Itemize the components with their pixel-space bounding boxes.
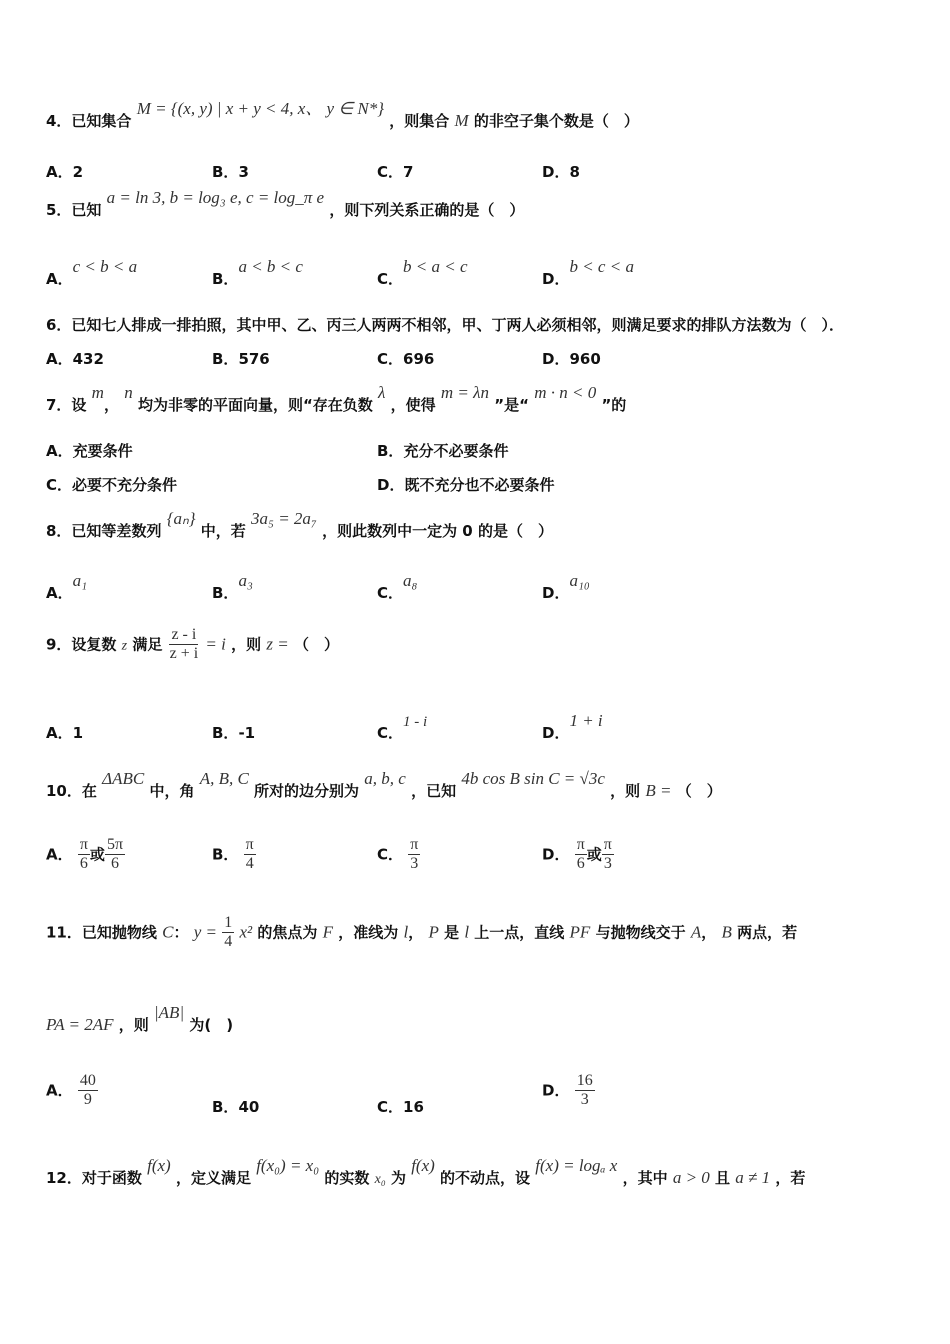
q11-line2-mid: ，则: [118, 1016, 149, 1034]
q9-numerator: z - i: [169, 626, 198, 645]
q12-fx2: f(x): [411, 1156, 435, 1175]
q11-p: P: [428, 922, 439, 942]
q10-tail: （ ）: [676, 782, 722, 800]
q11-mid: 的焦点为: [257, 923, 318, 942]
q11-tail: 两点，若: [737, 923, 798, 942]
q10-option-a: A． $\frac{\pi}{6}$ 或 $\frac{5\pi}{6}$: [46, 836, 124, 873]
q12-mid2: 的实数: [324, 1169, 370, 1187]
q4-option-c: C．7: [377, 163, 414, 181]
q5-expression: a = ln 3, b = log₃ e, c = log_π e: [106, 188, 325, 207]
q12-cond2: a ≠ 1: [735, 1168, 771, 1187]
q10-option-d: D． $\frac{\pi}{6}$ 或 $\frac{\pi}{3}$: [542, 836, 612, 873]
q9-mid: 满足: [132, 635, 163, 654]
q4-option-a: A．2: [46, 163, 84, 181]
q4-var: M: [454, 111, 469, 130]
q11-option-c: C．16: [377, 1098, 424, 1116]
question-5-stem: [46, 188, 525, 220]
q8-mid: 中，若: [200, 522, 246, 540]
q12-mid4: 的不动点，设: [440, 1169, 531, 1187]
question-6-stem: 6．已知七人排成一排拍照，其中甲、乙、丙三人两两不相邻，甲、丁两人必须相邻，则满足要求的排队方法数为（ ）．: [46, 316, 844, 334]
q12-x0: x₀: [374, 1172, 386, 1187]
q9-tail: （ ）: [293, 635, 339, 654]
q6-option-a: A．432: [46, 350, 104, 368]
q12-mid5: ，其中: [622, 1169, 668, 1187]
question-11-stem-line2: [46, 1003, 234, 1035]
q12-expr2: f(x) = logₐ x: [535, 1156, 618, 1175]
q9-z: z: [121, 638, 128, 654]
q9-z-eq: z =: [266, 634, 289, 654]
q9-option-d: D．1 + i: [542, 711, 603, 742]
q11-c: C: [162, 922, 174, 942]
q10-mid2: 所对的边分别为: [254, 782, 360, 800]
q11-l: l: [403, 922, 409, 942]
q11-b: B: [721, 922, 732, 942]
q8-label: 8．已知等差数列: [46, 522, 162, 540]
q4-option-b: B．3: [212, 163, 249, 181]
q10-triangle: ΔABC: [102, 769, 145, 788]
q11-mid2: ，准线为: [338, 923, 399, 942]
q11-mid4: 上一点，直线: [474, 923, 565, 942]
q10-b-eq: B =: [645, 781, 672, 800]
q8-option-d: D．a₁₀: [542, 571, 590, 602]
q9-denominator: z + i: [169, 645, 199, 663]
q11-line2-tail: 为( ): [189, 1016, 234, 1034]
q10-mid4: ，则: [610, 782, 641, 800]
q11-a: A: [690, 922, 702, 942]
q7-mid2: ，使得: [390, 396, 436, 414]
q10-mid3: ，已知: [411, 782, 457, 800]
q9-option-b: B．-1: [212, 724, 256, 742]
q11-option-b: B．40: [212, 1098, 260, 1116]
q4-tail2: 的非空子集个数是（ ）: [473, 112, 639, 130]
question-7-stem: 7．设 m， n 均为非零的平面向量，则“存在负数 λ ，使得 m = λn ”是“ m · n < 0 ”的: [46, 383, 627, 414]
q9-mid2: ，则: [231, 635, 262, 654]
q7-option-a: A．充要条件: [46, 442, 133, 460]
q12-mid3: 为: [390, 1169, 406, 1187]
q10-expr: 4b cos B sin C = √3c: [461, 769, 605, 788]
q5-option-a: A．c < b < a: [46, 257, 138, 288]
q5-option-c: C．b < a < c: [377, 257, 468, 288]
q7-label: 7．设: [46, 396, 87, 414]
q5-option-b: B．a < b < c: [212, 257, 303, 288]
q11-mid5: 与抛物线交于: [595, 923, 686, 942]
q11-mid3: 是: [444, 923, 460, 942]
q4-tail: ，则集合: [389, 112, 450, 130]
q11-fraction: $\frac{1}{4}$: [224, 914, 233, 951]
q11-l2: l: [464, 922, 470, 942]
q4-label: 4．已知集合: [46, 112, 132, 130]
q8-option-b: B．a₃: [212, 571, 253, 602]
q12-cond1: a > 0: [672, 1168, 710, 1187]
q7-mid: 均为非零的平面向量，则“存在负数: [137, 396, 373, 414]
q8-sequence: {aₙ}: [166, 509, 196, 528]
q6-option-c: C．696: [377, 350, 435, 368]
q9-label: 9．设复数: [46, 635, 117, 654]
q7-option-b: B．充分不必要条件: [377, 442, 509, 460]
q8-expr: 3a₅ = 2a₇: [251, 509, 317, 528]
q12-label: 12．对于函数: [46, 1169, 142, 1187]
q6-option-d: D．960: [542, 350, 601, 368]
q10-label: 10．在: [46, 782, 97, 800]
q8-option-c: C．a₈: [377, 571, 418, 602]
q7-mid3: ”是“: [494, 396, 529, 414]
q11-x2: x²: [239, 922, 253, 942]
q5-tail: ，则下列关系正确的是（ ）: [329, 201, 525, 219]
q5-option-d: D．b < c < a: [542, 257, 634, 288]
question-11-stem: 11．已知抛物线 C： y = $\frac{1}{4}$ x² 的焦点为 F ，准线为 l， P 是 l 上一点，直线 PF 与抛物线交于 A， B 两点，若: [46, 914, 798, 951]
q12-tail: ，若: [775, 1169, 806, 1187]
q11-pf: PF: [569, 922, 591, 942]
question-10-stem: [46, 769, 722, 801]
q8-tail: ，则此数列中一定为 0 的是（ ）: [322, 522, 553, 540]
q9-fraction: [168, 626, 201, 664]
q11-line2-expr: PA = 2AF: [46, 1015, 114, 1034]
q10-mid: 中，角: [149, 782, 195, 800]
q10-angles: A, B, C: [199, 769, 249, 788]
question-8-stem: [46, 509, 553, 541]
q7-option-c: C．必要不充分条件: [46, 476, 178, 494]
q11-label: 11．已知抛物线: [46, 923, 157, 942]
q7-vector-m: m: [91, 383, 104, 402]
q12-mid: ，定义满足: [175, 1169, 251, 1187]
q7-end: ”的: [601, 396, 627, 414]
question-4-stem: [46, 99, 639, 131]
q10-sides: a, b, c: [364, 769, 406, 788]
q11-ab: |AB|: [154, 1003, 185, 1022]
q12-mid6: 且: [715, 1169, 731, 1187]
q10-option-c: C． $\frac{\pi}{3}$: [377, 836, 419, 873]
q6-option-b: B．576: [212, 350, 270, 368]
q11-y-eq: y =: [193, 922, 217, 942]
q12-expr1: f(x₀) = x₀: [256, 1156, 320, 1175]
question-9-stem: [46, 626, 339, 664]
q4-set-expression: M = {(x, y) | x + y < 4, x、 y ∈ N*}: [136, 99, 385, 118]
q12-fx: f(x): [147, 1156, 171, 1175]
q8-option-a: A．a₁: [46, 571, 88, 602]
q7-vector-n: n: [124, 383, 133, 402]
q5-label: 5．已知: [46, 201, 102, 219]
q4-option-d: D．8: [542, 163, 580, 181]
q7-option-d: D．既不充分也不必要条件: [377, 476, 555, 494]
q11-option-d: D． $\frac{16}{3}$: [542, 1072, 593, 1109]
q9-option-a: A．1: [46, 724, 84, 742]
q9-option-c: C．1 - i: [377, 714, 428, 742]
q11-option-a: A． $\frac{40}{9}$: [46, 1072, 96, 1109]
q7-lambda: λ: [378, 383, 386, 402]
q11-f: F: [322, 922, 333, 942]
q9-eq: = i: [205, 634, 226, 654]
q7-expr1: m = λn: [440, 383, 490, 402]
q7-expr2: m · n < 0: [534, 383, 597, 402]
question-12-stem: [46, 1156, 806, 1188]
q10-option-b: B． $\frac{\pi}{4}$: [212, 836, 254, 873]
